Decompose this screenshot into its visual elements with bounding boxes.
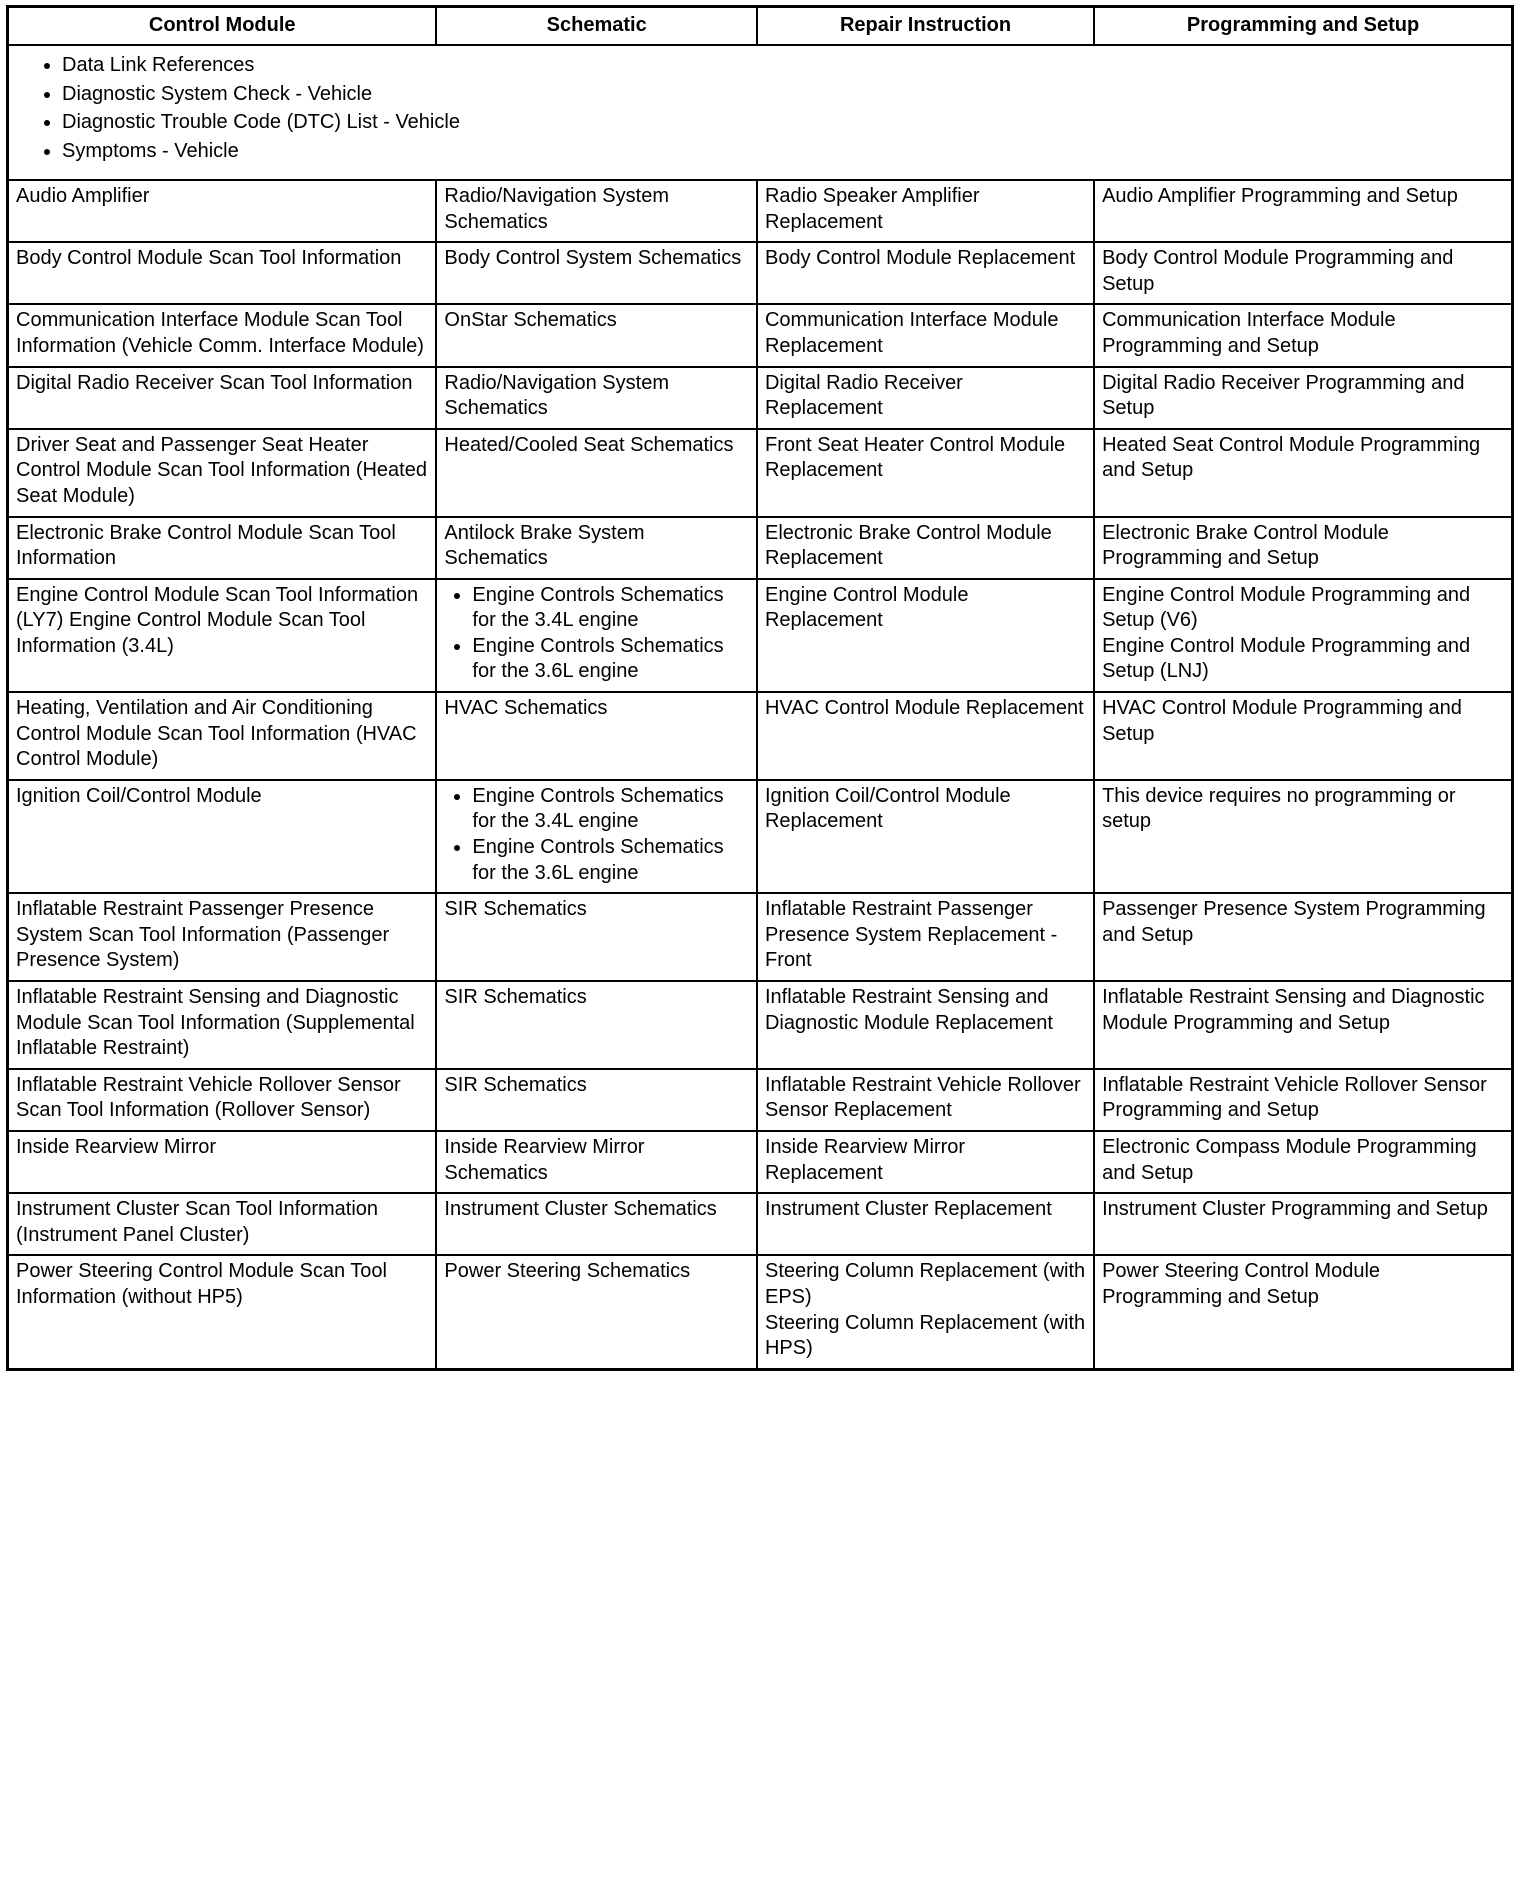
- cell-programming: Inflatable Restraint Sensing and Diagnostic Module Programming and Setup: [1094, 981, 1512, 1069]
- cell-control-module: Driver Seat and Passenger Seat Heater Control Module Scan Tool Information (Heated Seat Module): [8, 429, 437, 517]
- bullet-item: • Symptoms - Vehicle: [62, 137, 1504, 166]
- cell-schematic: Radio/Navigation System Schematics: [436, 367, 757, 429]
- cell-programming: Electronic Brake Control Module Programming and Setup: [1094, 517, 1512, 579]
- cell-control-module: Inflatable Restraint Passenger Presence System Scan Tool Information (Passenger Presence System): [8, 893, 437, 981]
- cell-control-module: Heating, Ventilation and Air Conditioning Control Module Scan Tool Information (HVAC Control Module): [8, 692, 437, 780]
- cell-schematic: Heated/Cooled Seat Schematics: [436, 429, 757, 517]
- table-row: [8, 981, 1513, 1069]
- cell-schematic: SIR Schematics: [436, 893, 757, 981]
- cell-repair-instruction: Inflatable Restraint Vehicle Rollover Sensor Replacement: [757, 1069, 1094, 1131]
- cell-repair-instruction: Inside Rearview Mirror Replacement: [757, 1131, 1094, 1193]
- cell-programming: Body Control Module Programming and Setup: [1094, 242, 1512, 304]
- cell-line: Steering Column Replacement (with EPS): [764, 1260, 1086, 1308]
- cell-line: Engine Control Module Programming and Setup (V6): [1102, 583, 1471, 632]
- table-row: [8, 517, 1513, 579]
- cell-schematic: HVAC Schematics: [436, 692, 757, 780]
- cell-repair-instruction: Engine Control Module Replacement: [757, 579, 1094, 692]
- table-row: [8, 1193, 1513, 1255]
- intro-cell: [8, 45, 1513, 180]
- cell-schematic: [436, 579, 757, 692]
- cell-control-module: Instrument Cluster Scan Tool Information (Instrument Panel Cluster): [8, 1193, 437, 1255]
- table-row: [8, 692, 1513, 780]
- bullet-item: • Engine Controls Schematics for the 3.4L engine: [472, 583, 749, 634]
- cell-programming: Inflatable Restraint Vehicle Rollover Sensor Programming and Setup: [1094, 1069, 1512, 1131]
- cell-repair-instruction: Digital Radio Receiver Replacement: [757, 367, 1094, 429]
- header-programming-and-setup: Programming and Setup: [1094, 7, 1512, 45]
- cell-bullet-list: [444, 583, 749, 685]
- cell-programming: [1094, 579, 1512, 692]
- cell-control-module: Inflatable Restraint Sensing and Diagnostic Module Scan Tool Information (Supplemental Inflatable Restraint): [8, 981, 437, 1069]
- cell-control-module: Digital Radio Receiver Scan Tool Information: [8, 367, 437, 429]
- cell-schematic: Antilock Brake System Schematics: [436, 517, 757, 579]
- cell-programming: Passenger Presence System Programming and Setup: [1094, 893, 1512, 981]
- table-row: [8, 1069, 1513, 1131]
- cell-programming: Communication Interface Module Programming and Setup: [1094, 304, 1512, 366]
- cell-bullet-list: [444, 784, 749, 886]
- table-row: [8, 1255, 1513, 1369]
- header-row: [8, 7, 1513, 45]
- table-row: [8, 893, 1513, 981]
- cell-line: Engine Control Module Programming and Setup (LNJ): [1102, 634, 1471, 683]
- cell-control-module: Inflatable Restraint Vehicle Rollover Sensor Scan Tool Information (Rollover Sensor): [8, 1069, 437, 1131]
- cell-repair-instruction: HVAC Control Module Replacement: [757, 692, 1094, 780]
- cell-repair-instruction: Inflatable Restraint Sensing and Diagnostic Module Replacement: [757, 981, 1094, 1069]
- intro-row: [8, 45, 1513, 180]
- cell-schematic: [436, 780, 757, 893]
- cell-programming: This device requires no programming or setup: [1094, 780, 1512, 893]
- cell-schematic: OnStar Schematics: [436, 304, 757, 366]
- bullet-item: • Diagnostic System Check - Vehicle: [62, 80, 1504, 109]
- cell-programming: Heated Seat Control Module Programming and Setup: [1094, 429, 1512, 517]
- cell-repair-instruction: Body Control Module Replacement: [757, 242, 1094, 304]
- cell-schematic: Power Steering Schematics: [436, 1255, 757, 1369]
- control-module-reference-table: [6, 5, 1514, 1371]
- cell-repair-instruction: Ignition Coil/Control Module Replacement: [757, 780, 1094, 893]
- cell-repair-instruction: Communication Interface Module Replacement: [757, 304, 1094, 366]
- table-body: [8, 45, 1513, 1370]
- bullet-item: • Engine Controls Schematics for the 3.6L engine: [472, 835, 749, 886]
- cell-programming: Power Steering Control Module Programming and Setup: [1094, 1255, 1512, 1369]
- cell-schematic: SIR Schematics: [436, 981, 757, 1069]
- cell-control-module: Audio Amplifier: [8, 180, 437, 242]
- table-row: [8, 367, 1513, 429]
- table-row: [8, 304, 1513, 366]
- table-row: [8, 780, 1513, 893]
- cell-schematic: Body Control System Schematics: [436, 242, 757, 304]
- cell-repair-instruction: Inflatable Restraint Passenger Presence System Replacement - Front: [757, 893, 1094, 981]
- cell-repair-instruction: Radio Speaker Amplifier Replacement: [757, 180, 1094, 242]
- table-row: [8, 180, 1513, 242]
- cell-control-module: Body Control Module Scan Tool Information: [8, 242, 437, 304]
- table-row: [8, 429, 1513, 517]
- cell-control-module: Engine Control Module Scan Tool Information (LY7) Engine Control Module Scan Tool Information (3.4L): [8, 579, 437, 692]
- header-schematic: Schematic: [436, 7, 757, 45]
- cell-schematic: Instrument Cluster Schematics: [436, 1193, 757, 1255]
- cell-control-module: Ignition Coil/Control Module: [8, 780, 437, 893]
- cell-programming: Electronic Compass Module Programming and Setup: [1094, 1131, 1512, 1193]
- header-control-module: Control Module: [8, 7, 437, 45]
- cell-programming: Digital Radio Receiver Programming and Setup: [1094, 367, 1512, 429]
- bullet-item: • Data Link References: [62, 52, 1504, 81]
- cell-line: Steering Column Replacement (with HPS): [764, 1311, 1086, 1360]
- cell-control-module: Power Steering Control Module Scan Tool Information (without HP5): [8, 1255, 437, 1369]
- header-repair-instruction: Repair Instruction: [757, 7, 1094, 45]
- table-row: [8, 579, 1513, 692]
- bullet-item: • Engine Controls Schematics for the 3.6L engine: [472, 634, 749, 685]
- cell-repair-instruction: Instrument Cluster Replacement: [757, 1193, 1094, 1255]
- cell-control-module: Communication Interface Module Scan Tool Information (Vehicle Comm. Interface Module): [8, 304, 437, 366]
- cell-schematic: Inside Rearview Mirror Schematics: [436, 1131, 757, 1193]
- cell-control-module: Inside Rearview Mirror: [8, 1131, 437, 1193]
- bullet-item: • Engine Controls Schematics for the 3.4L engine: [472, 784, 749, 835]
- cell-programming: Instrument Cluster Programming and Setup: [1094, 1193, 1512, 1255]
- cell-schematic: Radio/Navigation System Schematics: [436, 180, 757, 242]
- table-row: [8, 242, 1513, 304]
- cell-repair-instruction: [757, 1255, 1094, 1369]
- cell-programming: HVAC Control Module Programming and Setup: [1094, 692, 1512, 780]
- cell-programming: Audio Amplifier Programming and Setup: [1094, 180, 1512, 242]
- cell-schematic: SIR Schematics: [436, 1069, 757, 1131]
- intro-bullet-list: [16, 52, 1504, 166]
- cell-control-module: Electronic Brake Control Module Scan Tool Information: [8, 517, 437, 579]
- table-row: [8, 1131, 1513, 1193]
- cell-repair-instruction: Front Seat Heater Control Module Replacement: [757, 429, 1094, 517]
- cell-repair-instruction: Electronic Brake Control Module Replacement: [757, 517, 1094, 579]
- bullet-item: • Diagnostic Trouble Code (DTC) List - Vehicle: [62, 109, 1504, 138]
